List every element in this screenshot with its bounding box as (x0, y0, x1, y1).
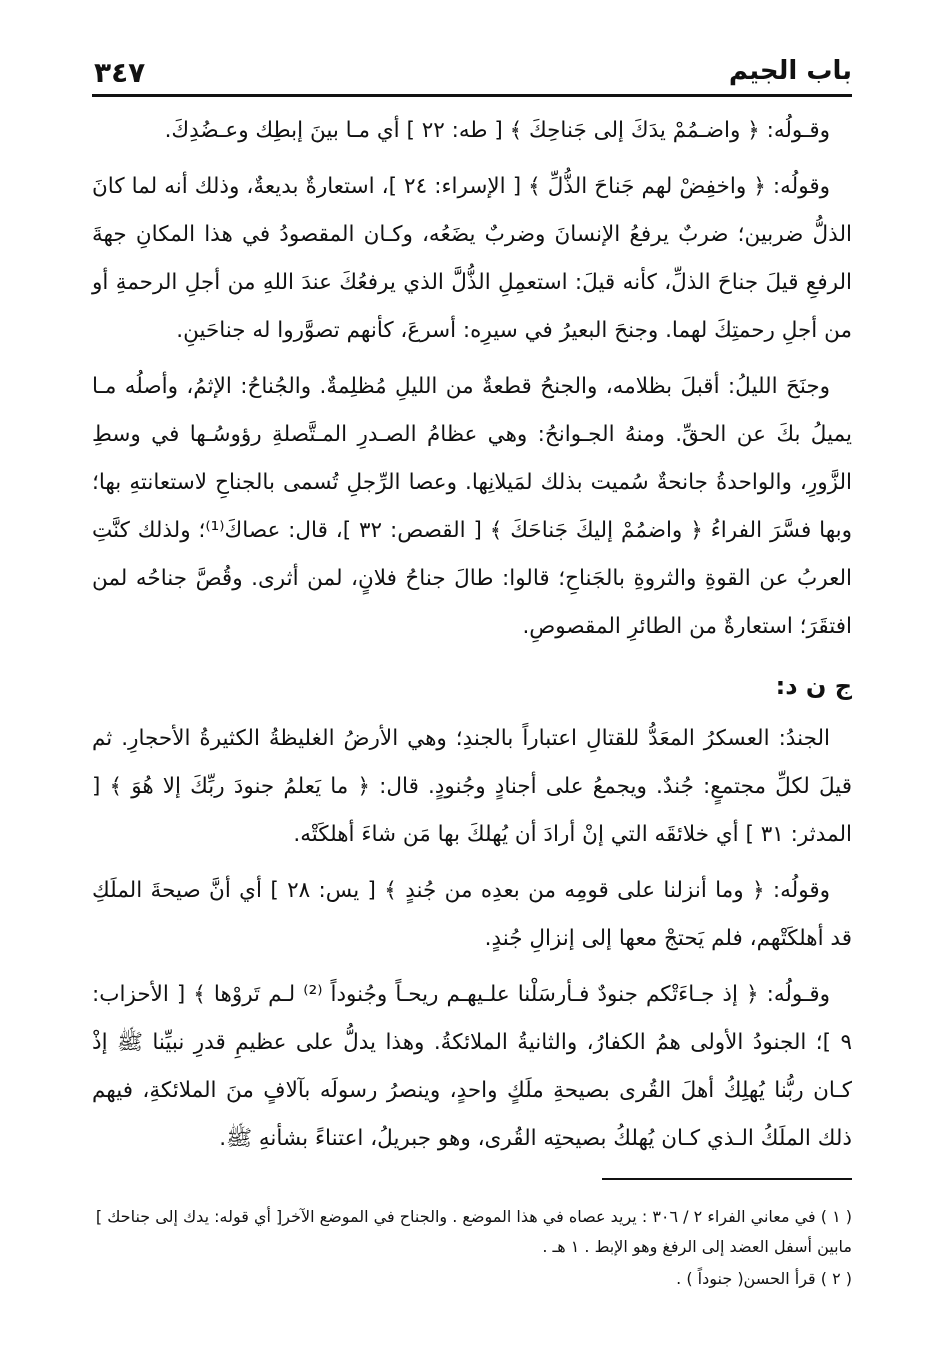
paragraph: وقـولُه: ﴿ واضـمُمْ يدَكَ إلى جَناحِكَ ﴾ [ طه: ٢٢ ] أي مـا بينَ إبطِك وعـضُدِكَ. (164, 118, 830, 143)
entry-heading: ج ن د: (775, 672, 852, 700)
paragraph: وقولُه: ﴿ وما أنزلنا على قومِه من بعدِه من جُندٍ ﴾ [ يس: ٢٨ ] أي أنَّ صيحةَ الملَكِ قد أهلكَتْهم، فلم يَحتجْ معها إلى إنزالِ جُندٍ. (92, 878, 852, 951)
footnote: ( ٢ ) قرأ الحسن( جنوداً ) . (676, 1269, 852, 1288)
page-number: ٣٤٧ (94, 56, 146, 89)
body-text (92, 107, 852, 1163)
running-header (92, 52, 852, 94)
paragraph: وقـولُه: ﴿ إذ جـاءَتْكم جنودٌ فـأرسَلْنا علـيهـم ريحـاً وجُنوداً ⁽²⁾ لـم تَروْها ﴾ [ الأحزاب: ٩ ]؛ الجنودُ الأولى همُ الكفارُ، والثانيةُ الملائكةُ. وهذا يدلُّ على عظيمِ قدرِ نبيِّنا ﷺ إذْ كـان ربُّنا يُهلِكُ أهلَ القُرى بصيحةِ ملَكٍ واحدٍ، وينصرُ رسولَه بآلافٍ منَ الملائكةِ، فيهم ذلك الملَكُ الـذي كـان يُهلكُ بصيحتِه القُرى، وهو جبريلُ، اعتناءً بشأنهِ ﷺ. (92, 982, 852, 1151)
document-page (92, 52, 852, 1322)
footnotes (92, 1202, 852, 1296)
chapter-title: باب الجيم (728, 56, 852, 86)
paragraph: الجندُ: العسكرُ المعَدُّ للقتالِ اعتباراً بالجندِ؛ وهي الأرضُ الغليظةُ الكثيرةُ الأحجارِ. ثم قيلَ لكلِّ مجتمعٍ: جُندٌ. ويجمعُ على أجنادٍ وجُنودٍ. قال: ﴿ ما يَعلمُ جنودَ ربِّكَ إلا هُوَ ﴾ [ المدثر: ٣١ ] أي خلائقَه التي إنْ أرادَ أن يُهلكَ بها مَن شاءَ أهلكَتْه. (92, 726, 852, 847)
paragraph: وجنَحَ الليلُ: أقبلَ بظلامه، والجنحُ قطعةٌ من الليلِ مُظلِمةٌ. والجُناحُ: الإثمُ، وأصلُه مـا يميلُ بكَ عن الحقِّ. ومنهُ الجـوانحُ: وهي عظامُ الصـدرِ المـتَّصلةِ رؤوسُـها في وسطِ الزَّورِ، والواحدةُ جانحةٌ سُميت بذلك لمَيلانِها. وعصا الرِّجلِ تُسمى بالجناحِ لاستعانتهِ بها؛ وبها فسَّرَ الفراءُ ﴿ واضمُمْ إليكَ جَناحَكَ ﴾ [ القصص: ٣٢ ]، قال: عصاكَ⁽¹⁾؛ ولذلك كنَّتِ العربُ عن القوةِ والثروةِ بالجَناحِ؛ قالوا: طالَ جناحُ فلانٍ، لمن أثرى. وقُصَّ جناحُه لمن افتقَرَ؛ استعارةٌ من الطائرِ المقصوصِ. (92, 374, 852, 639)
footnote-rule (602, 1178, 852, 1180)
header-rule (92, 94, 852, 97)
footnote: ( ١ ) في معاني الفراء ٢ / ٣٠٦ : يريد عصاه في هذا الموضع . والجناح في الموضع الآخر[ أي قوله: يدك إلى جناحك ] مابين أسفل العضد إلى الرفغ وهو الإبط . ١ هـ . (95, 1207, 852, 1256)
paragraph: وقولُه: ﴿ واخفِضْ لهم جَناحَ الذُّلِّ ﴾ [ الإسراء: ٢٤ ]، استعارةٌ بديعةٌ، وذلك أنه لما كانَ الذلُّ ضربين؛ ضربٌ يرفعُ الإنسانَ وضربٌ يضَعُه، وكـان المقصودُ في هذا المكانِ جهةَ الرفعِ قيلَ جناحَ الذلِّ، كأنه قيلَ: استعمِلِ الذُّلَّ الذي يرفعُكَ عندَ اللهِ من أجلِ الرحمةِ أو من أجلِ رحمتِكَ لهما. وجنحَ البعيرُ في سيرِه: أسرعَ، كأنهم تصوَّروا له جناحَينِ. (92, 174, 852, 343)
